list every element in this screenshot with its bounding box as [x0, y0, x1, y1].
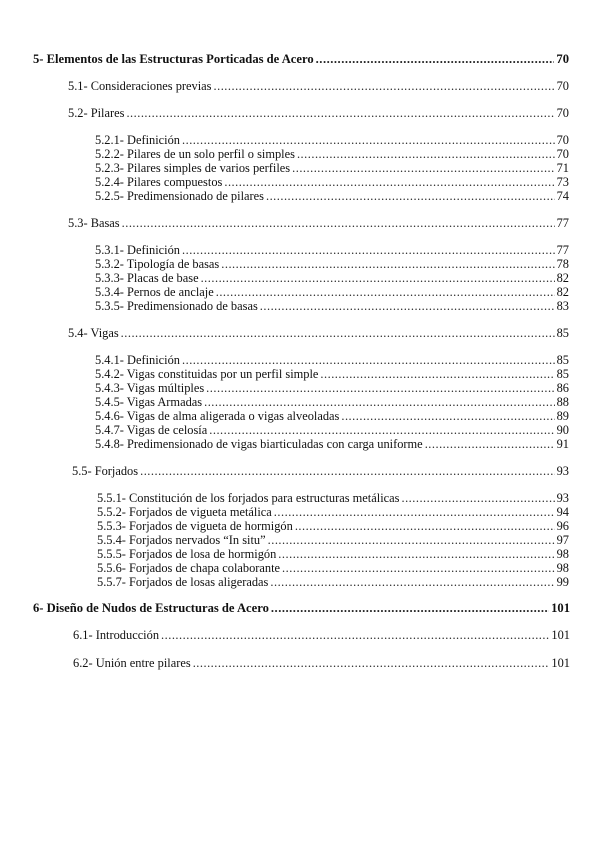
toc-section-5-2[interactable] — [68, 106, 569, 120]
toc-subsection-5-3-1[interactable] — [95, 243, 569, 257]
toc-page-number: 82 — [556, 271, 569, 285]
toc-page-number: 70 — [556, 133, 569, 147]
toc-subsection-5-2-3[interactable] — [95, 161, 569, 175]
toc-label: 5.2.4- Pilares compuestos — [95, 175, 223, 189]
toc-page-number: 99 — [556, 575, 569, 589]
toc-page-number: 83 — [556, 299, 569, 313]
toc-label: 5.5.5- Forjados de losa de hormigón — [97, 547, 277, 561]
dot-leader — [122, 216, 555, 230]
toc-subsection-5-5-3[interactable] — [97, 519, 569, 533]
toc-label: 5.5.2- Forjados de vigueta metálica — [97, 505, 272, 519]
toc-label: 5.4.2- Vigas constituidas por un perfil simple — [95, 367, 319, 381]
toc-subsection-5-5-7[interactable] — [97, 575, 569, 589]
toc-page-number: 70 — [556, 52, 569, 66]
toc-subsection-5-2-4[interactable] — [95, 175, 569, 189]
toc-label: 5.4.5- Vigas Armadas — [95, 395, 203, 409]
toc-page-number: 82 — [556, 285, 569, 299]
toc-page-number: 101 — [551, 628, 570, 642]
toc-subsection-5-5-6[interactable] — [97, 561, 569, 575]
toc-label: 5.3.1- Definición — [95, 243, 180, 257]
toc-label: 5.1- Consideraciones previas — [68, 79, 212, 93]
dot-leader — [206, 381, 554, 395]
toc-page-number: 71 — [556, 161, 569, 175]
toc-subsection-5-3-3[interactable] — [95, 271, 569, 285]
toc-label: 6- Diseño de Nudos de Estructuras de Acero — [33, 601, 269, 615]
toc-subsection-5-5-1[interactable] — [97, 491, 569, 505]
toc-label: 5.3.2- Tipología de basas — [95, 257, 220, 271]
toc-subsection-5-5-5[interactable] — [97, 547, 569, 561]
toc-label: 5.3.4- Pernos de anclaje — [95, 285, 214, 299]
toc-page-number: 70 — [556, 79, 569, 93]
toc-label: 5.3.3- Placas de base — [95, 271, 199, 285]
toc-subsection-5-3-5[interactable] — [95, 299, 569, 313]
toc-subsection-5-4-8[interactable] — [95, 437, 569, 451]
toc-label: 5.2- Pilares — [68, 106, 125, 120]
toc-label: 5.4.6- Vigas de alma aligerada o vigas alveoladas — [95, 409, 340, 423]
toc-page-number: 70 — [556, 147, 569, 161]
dot-leader — [221, 257, 554, 271]
dot-leader — [209, 423, 554, 437]
toc-section-5-5[interactable] — [72, 464, 569, 478]
dot-leader — [401, 491, 554, 505]
toc-label: 6.2- Unión entre pilares — [73, 656, 191, 670]
dot-leader — [274, 505, 555, 519]
toc-label: 5.5.6- Forjados de chapa colaborante — [97, 561, 281, 575]
toc-section-6-2[interactable] — [73, 656, 570, 670]
dot-leader — [260, 299, 555, 313]
dot-leader — [282, 561, 555, 575]
toc-label: 5.2.3- Pilares simples de varios perfiles — [95, 161, 291, 175]
dot-leader — [297, 147, 555, 161]
toc-section-6-1[interactable] — [73, 628, 570, 642]
dot-leader — [341, 409, 554, 423]
toc-subsection-5-4-7[interactable] — [95, 423, 569, 437]
dot-leader — [295, 519, 555, 533]
toc-page-number: 85 — [556, 326, 569, 340]
dot-leader — [161, 628, 549, 642]
dot-leader — [292, 161, 554, 175]
toc-page-number: 98 — [556, 561, 569, 575]
toc-page-number: 90 — [556, 423, 569, 437]
dot-leader — [316, 52, 555, 66]
toc-subsection-5-4-6[interactable] — [95, 409, 569, 423]
dot-leader — [182, 353, 555, 367]
toc-label: 5.4.7- Vigas de celosía — [95, 423, 208, 437]
dot-leader — [270, 575, 554, 589]
dot-leader — [320, 367, 554, 381]
dot-leader — [140, 464, 555, 478]
toc-page-number: 74 — [556, 189, 569, 203]
dot-leader — [214, 79, 555, 93]
dot-leader — [268, 533, 555, 547]
dot-leader — [425, 437, 555, 451]
toc-label: 5.3.5- Predimensionado de basas — [95, 299, 258, 313]
toc-subsection-5-5-4[interactable] — [97, 533, 569, 547]
toc-chapter-6[interactable] — [33, 601, 570, 615]
toc-label: 5.4- Vigas — [68, 326, 119, 340]
toc-page-number: 77 — [556, 243, 569, 257]
toc-label: 5.2.5- Predimensionado de pilares — [95, 189, 264, 203]
toc-page-number: 93 — [556, 464, 569, 478]
toc-label: 5.5- Forjados — [72, 464, 139, 478]
toc-page-number: 86 — [556, 381, 569, 395]
dot-leader — [204, 395, 555, 409]
toc-page-number: 78 — [556, 257, 569, 271]
toc-subsection-5-3-4[interactable] — [95, 285, 569, 299]
toc-page-number: 94 — [556, 505, 569, 519]
toc-label: 5.3- Basas — [68, 216, 120, 230]
toc-subsection-5-4-1[interactable] — [95, 353, 569, 367]
dot-leader — [121, 326, 555, 340]
dot-leader — [216, 285, 555, 299]
toc-label: 5.5.3- Forjados de vigueta de hormigón — [97, 519, 293, 533]
toc-page-number: 97 — [556, 533, 569, 547]
dot-leader — [182, 133, 555, 147]
dot-leader — [224, 175, 554, 189]
toc-label: 5.5.7- Forjados de losas aligeradas — [97, 575, 269, 589]
toc-page-number: 93 — [556, 491, 569, 505]
toc-section-5-1[interactable] — [68, 79, 569, 93]
dot-leader — [278, 547, 554, 561]
toc-section-5-3[interactable] — [68, 216, 569, 230]
toc-label: 5- Elementos de las Estructuras Porticadas de Acero — [33, 52, 314, 66]
toc-page-number: 89 — [556, 409, 569, 423]
toc-page-number: 91 — [556, 437, 569, 451]
toc-label: 6.1- Introducción — [73, 628, 160, 642]
toc-label: 5.4.8- Predimensionado de vigas biarticuladas con carga uniforme — [95, 437, 423, 451]
toc-subsection-5-4-5[interactable] — [95, 395, 569, 409]
toc-label: 5.2.2- Pilares de un solo perfil o simples — [95, 147, 295, 161]
toc-chapter-5[interactable] — [33, 52, 569, 66]
toc-label: 5.4.1- Definición — [95, 353, 180, 367]
toc-subsection-5-2-1[interactable] — [95, 133, 569, 147]
toc-subsection-5-4-2[interactable] — [95, 367, 569, 381]
dot-leader — [193, 656, 550, 670]
toc-subsection-5-5-2[interactable] — [97, 505, 569, 519]
toc-page-number: 96 — [556, 519, 569, 533]
toc-label: 5.5.4- Forjados nervados “In situ” — [97, 533, 266, 547]
toc-page-number: 85 — [556, 353, 569, 367]
toc-label: 5.4.3- Vigas múltiples — [95, 381, 205, 395]
toc-page-number: 73 — [556, 175, 569, 189]
toc-page-number: 70 — [556, 106, 569, 120]
toc-label: 5.5.1- Constitución de los forjados para estructuras metálicas — [97, 491, 400, 505]
toc-page-number: 88 — [556, 395, 569, 409]
dot-leader — [182, 243, 555, 257]
toc-page-number: 101 — [551, 601, 570, 615]
toc-section-5-4[interactable] — [68, 326, 569, 340]
toc-subsection-5-2-2[interactable] — [95, 147, 569, 161]
dot-leader — [126, 106, 554, 120]
toc-subsection-5-2-5[interactable] — [95, 189, 569, 203]
toc-page-number: 85 — [556, 367, 569, 381]
dot-leader — [201, 271, 555, 285]
toc-subsection-5-4-3[interactable] — [95, 381, 569, 395]
dot-leader — [271, 601, 549, 615]
toc-page-number: 101 — [551, 656, 570, 670]
toc-page-number: 77 — [556, 216, 569, 230]
toc-subsection-5-3-2[interactable] — [95, 257, 569, 271]
dot-leader — [266, 189, 555, 203]
toc-label: 5.2.1- Definición — [95, 133, 180, 147]
toc-page-number: 98 — [556, 547, 569, 561]
